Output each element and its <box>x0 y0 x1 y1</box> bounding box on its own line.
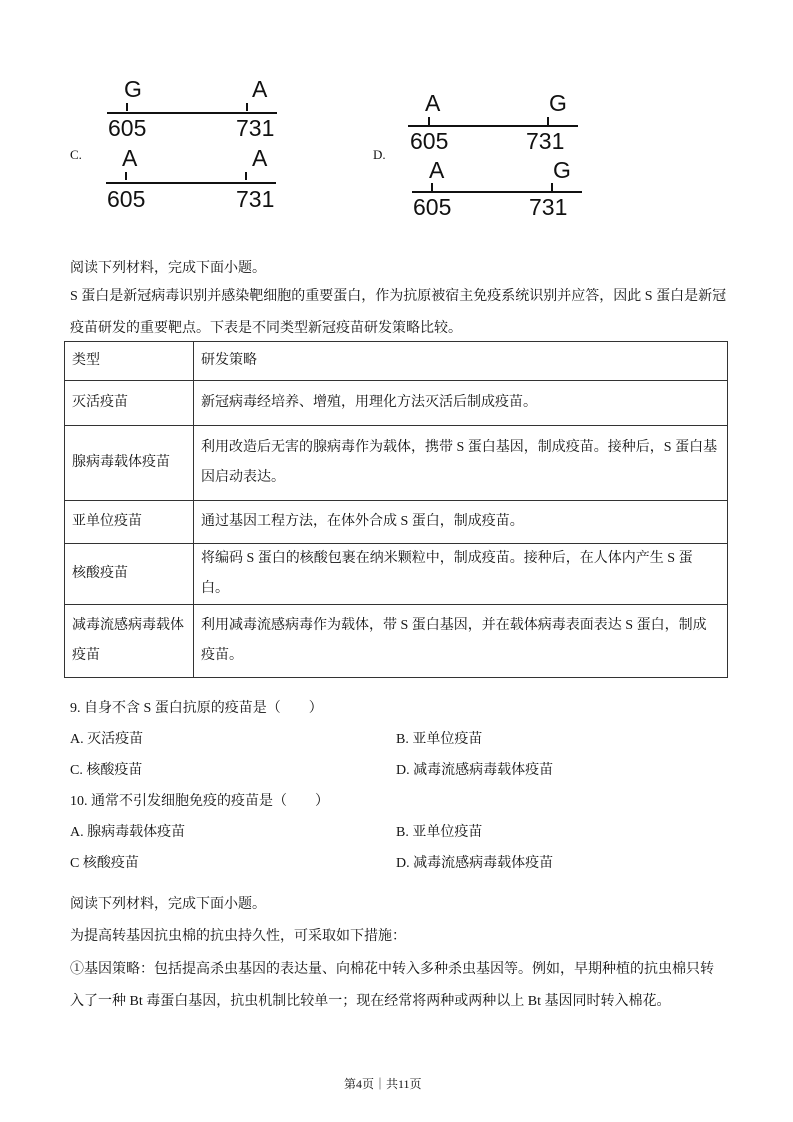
question-10-stem: 10. 通常不引发细胞免疫的疫苗是（ ） <box>70 794 329 809</box>
question-9-stem: 9. 自身不含 S 蛋白抗原的疫苗是（ ） <box>70 701 323 716</box>
q9-option-b[interactable]: B. 亚单位疫苗 <box>396 732 483 747</box>
material-paragraph-line: 疫苗研发的重要靶点。下表是不同类型新冠疫苗研发策略比较。 <box>70 321 462 336</box>
base-label: G <box>553 157 571 183</box>
material-text-line: ①基因策略：包括提高杀虫基因的表达量、向棉花中转入多种杀虫基因等。例如，早期种植的抗虫棉只转 <box>70 962 714 977</box>
position-label: 605 <box>107 186 146 212</box>
q10-option-b[interactable]: B. 亚单位疫苗 <box>396 825 483 840</box>
header-cell: 类型 <box>65 342 194 381</box>
base-label: A <box>252 76 268 102</box>
q9-option-a[interactable]: A. 灭活疫苗 <box>70 732 144 747</box>
table-row <box>65 501 728 544</box>
base-label: G <box>124 76 142 102</box>
strategy-cell: 新冠病毒经培养、增殖，用理化方法灭活后制成疫苗。 <box>194 381 728 426</box>
type-cell: 亚单位疫苗 <box>65 501 194 544</box>
option-d-label: D. <box>373 147 386 162</box>
base-label: A <box>252 145 268 171</box>
q9-option-c[interactable]: C. 核酸疫苗 <box>70 763 143 778</box>
header-cell: 研发策略 <box>194 342 728 381</box>
position-label: 731 <box>236 115 275 141</box>
type-cell: 灭活疫苗 <box>65 381 194 426</box>
material-intro: 阅读下列材料，完成下面小题。 <box>70 897 266 912</box>
base-label: A <box>122 145 138 171</box>
page-footer: 第4页｜共11页 <box>344 1077 422 1091</box>
strategy-cell: 利用减毒流感病毒作为载体，带 S 蛋白基因，并在载体病毒表面表达 S 蛋白，制成疫苗。 <box>194 605 728 678</box>
base-label: G <box>549 90 567 116</box>
type-cell: 腺病毒载体疫苗 <box>65 426 194 501</box>
base-label: A <box>429 157 445 183</box>
table-row <box>65 381 728 426</box>
base-label: A <box>425 90 441 116</box>
material-text-line: 入了一种 Bt 毒蛋白基因，抗虫机制比较单一；现在经常将两种或两种以上 Bt 基因同时转入棉花。 <box>70 994 671 1009</box>
position-label: 731 <box>526 128 565 154</box>
position-label: 731 <box>529 194 568 220</box>
strategy-cell: 利用改造后无害的腺病毒作为载体，携带 S 蛋白基因，制成疫苗。接种后，S 蛋白基因启动表达。 <box>194 426 728 501</box>
table-row <box>65 426 728 501</box>
strategy-cell: 将编码 S 蛋白的核酸包裹在纳米颗粒中，制成疫苗。接种后，在人体内产生 S 蛋白。 <box>194 544 728 605</box>
table-row <box>65 544 728 605</box>
material-intro: 阅读下列材料，完成下面小题。 <box>70 261 266 276</box>
vaccine-strategy-table <box>64 341 728 678</box>
type-cell: 减毒流感病毒载体疫苗 <box>65 605 194 678</box>
strategy-cell: 通过基因工程方法，在体外合成 S 蛋白，制成疫苗。 <box>194 501 728 544</box>
position-label: 605 <box>410 128 449 154</box>
q10-option-c[interactable]: C 核酸疫苗 <box>70 856 139 871</box>
position-label: 605 <box>108 115 147 141</box>
material-text-line: 为提高转基因抗虫棉的抗虫持久性，可采取如下措施： <box>70 929 406 944</box>
q9-option-d[interactable]: D. 减毒流感病毒载体疫苗 <box>396 763 554 778</box>
material-paragraph-line: S 蛋白是新冠病毒识别并感染靶细胞的重要蛋白，作为抗原被宿主免疫系统识别并应答，因此 S 蛋白是新冠 <box>70 289 727 304</box>
q10-option-a[interactable]: A. 腺病毒载体疫苗 <box>70 825 186 840</box>
table-header-row <box>65 342 728 381</box>
position-label: 731 <box>236 186 275 212</box>
table-row <box>65 605 728 678</box>
position-label: 605 <box>413 194 452 220</box>
option-c-label: C. <box>70 147 82 162</box>
type-cell: 核酸疫苗 <box>65 544 194 605</box>
q10-option-d[interactable]: D. 减毒流感病毒载体疫苗 <box>396 856 554 871</box>
